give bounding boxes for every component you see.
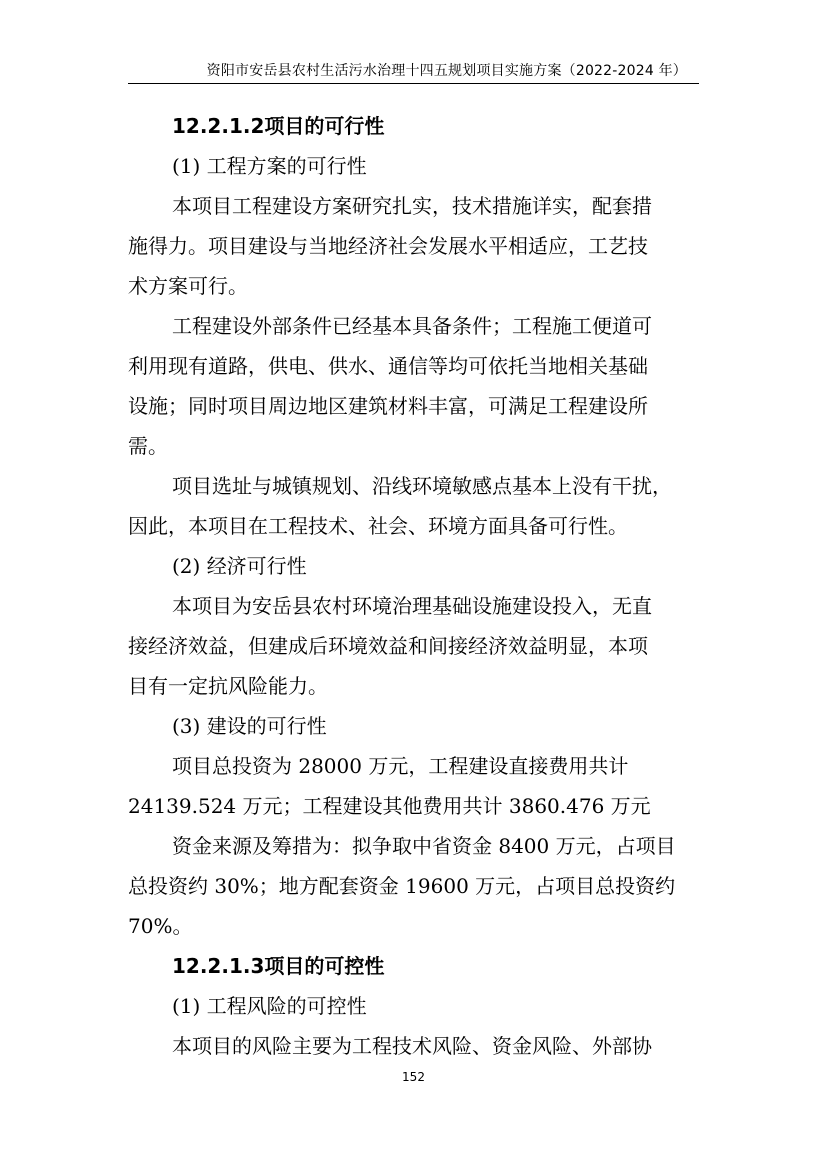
paragraph-line: 利用现有道路，供电、供水、通信等均可依托当地相关基础 [128, 354, 648, 378]
paragraph-line: 项目选址与城镇规划、沿线环境敏感点基本上没有干扰， [172, 474, 672, 498]
paragraph-line: 术方案可行。 [128, 274, 248, 298]
section-heading: 12.2.1.3项目的可控性 [172, 954, 385, 978]
subsection-title: (1) 工程方案的可行性 [172, 154, 367, 178]
document-body [128, 106, 700, 1066]
paragraph-line: 资金来源及筹措为：拟争取中省资金 8400 万元，占项目 [172, 834, 676, 858]
paragraph-line: 70%。 [128, 914, 193, 938]
paragraph-line: 本项目的风险主要为工程技术风险、资金风险、外部协 [172, 1034, 652, 1058]
page-number: 152 [402, 1070, 425, 1084]
paragraph-line: 目有一定抗风险能力。 [128, 674, 328, 698]
paragraph-line: 本项目工程建设方案研究扎实，技术措施详实，配套措 [172, 194, 652, 218]
paragraph-line: 需。 [128, 434, 168, 458]
subsection-title: (1) 工程风险的可控性 [172, 994, 367, 1018]
paragraph-line: 本项目为安岳县农村环境治理基础设施建设投入，无直 [172, 594, 652, 618]
paragraph-line: 工程建设外部条件已经基本具备条件；工程施工便道可 [172, 314, 652, 338]
page-header [0, 60, 827, 82]
paragraph-line: 施得力。项目建设与当地经济社会发展水平相适应，工艺技 [128, 234, 648, 258]
subsection-title: (2) 经济可行性 [172, 554, 307, 578]
header-title: 资阳市安岳县农村生活污水治理十四五规划项目实施方案（2022-2024 年） [206, 63, 687, 79]
paragraph-line: 因此，本项目在工程技术、社会、环境方面具备可行性。 [128, 514, 628, 538]
header-divider [128, 83, 699, 84]
paragraph-line: 接经济效益，但建成后环境效益和间接经济效益明显，本项 [128, 634, 648, 658]
paragraph-line: 设施；同时项目周边地区建筑材料丰富，可满足工程建设所 [128, 394, 648, 418]
section-heading: 12.2.1.2项目的可行性 [172, 114, 385, 138]
paragraph-line: 项目总投资为 28000 万元，工程建设直接费用共计 [172, 754, 629, 778]
paragraph-line: 24139.524 万元；工程建设其他费用共计 3860.476 万元 [128, 794, 651, 818]
subsection-title: (3) 建设的可行性 [172, 714, 327, 738]
paragraph-line: 总投资约 30%；地方配套资金 19600 万元，占项目总投资约 [128, 874, 676, 898]
